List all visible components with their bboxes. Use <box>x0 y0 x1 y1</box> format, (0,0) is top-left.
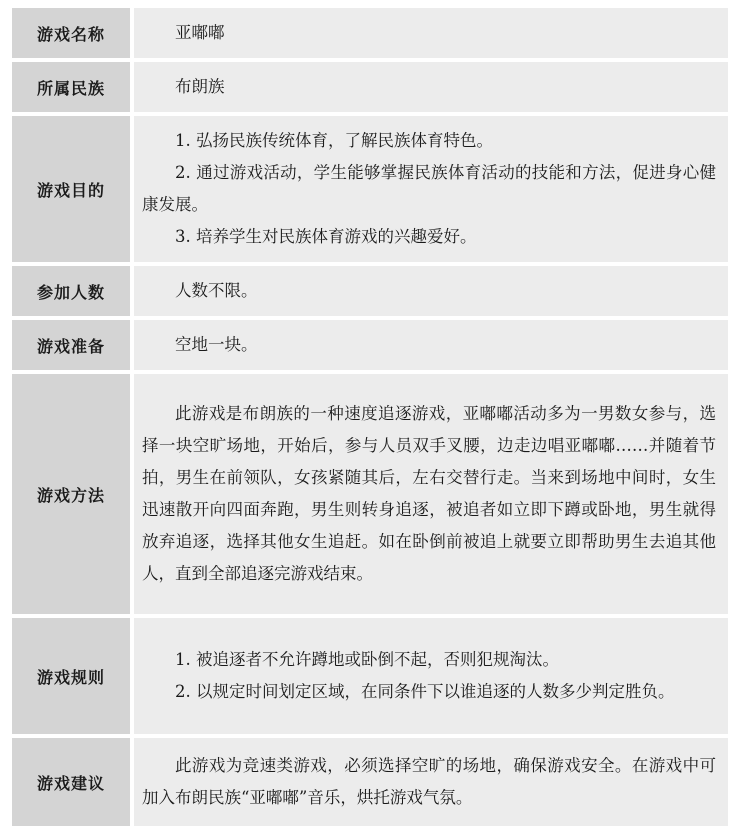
value-ethnic-group <box>134 62 728 112</box>
purpose-item-2: 2. 通过游戏活动，学生能够掌握民族体育活动的技能和方法，促进身心健康发展。 <box>142 163 716 214</box>
game-name-text: 亚嘟嘟 <box>175 23 225 42</box>
row-participants <box>12 266 728 316</box>
row-method <box>12 374 728 614</box>
rules-item-2: 2. 以规定时间划定区域，在同条件下以谁追逐的人数多少判定胜负。 <box>175 682 675 701</box>
value-rules <box>134 618 728 734</box>
participants-text: 人数不限。 <box>175 281 258 300</box>
label-preparation: 游戏准备 <box>12 320 130 370</box>
label-method: 游戏方法 <box>12 374 130 614</box>
label-game-purpose: 游戏目的 <box>12 116 130 262</box>
method-text: 此游戏是布朗族的一种速度追逐游戏，亚嘟嘟活动多为一男数女参与，选择一块空旷场地，开始后，参与人员双手叉腰，边走边唱亚嘟嘟……并随着节拍，男生在前领队，女孩紧随其后，左右交替行走。当来到场地中间时，女生迅速散开向四面奔跑，男生则转身追逐，被追者如立即下蹲或卧地，男生就得放弃追逐，选择其他女生追赶。如在卧倒前被追上就要立即帮助男生去追其他人，直到全部追逐完游戏结束。 <box>142 404 716 583</box>
label-game-name: 游戏名称 <box>12 8 130 58</box>
game-info-table <box>12 8 728 826</box>
label-rules: 游戏规则 <box>12 618 130 734</box>
label-ethnic-group: 所属民族 <box>12 62 130 112</box>
value-participants <box>134 266 728 316</box>
value-game-purpose <box>134 116 728 262</box>
value-suggestions <box>134 738 728 826</box>
purpose-item-3: 3. 培养学生对民族体育游戏的兴趣爱好。 <box>175 227 477 246</box>
purpose-item-1: 1. 弘扬民族传统体育，了解民族体育特色。 <box>175 131 493 150</box>
row-suggestions <box>12 738 728 826</box>
row-game-name <box>12 8 728 58</box>
row-ethnic-group <box>12 62 728 112</box>
value-method <box>134 374 728 614</box>
ethnic-group-text: 布朗族 <box>175 77 225 96</box>
rules-item-1: 1. 被追逐者不允许蹲地或卧倒不起，否则犯规淘汰。 <box>175 650 559 669</box>
value-preparation <box>134 320 728 370</box>
suggestions-text: 此游戏为竞速类游戏，必须选择空旷的场地，确保游戏安全。在游戏中可加入布朗民族“亚嘟嘟”音乐，烘托游戏气氛。 <box>142 756 716 807</box>
preparation-text: 空地一块。 <box>175 335 258 354</box>
value-game-name <box>134 8 728 58</box>
row-rules <box>12 618 728 734</box>
label-suggestions: 游戏建议 <box>12 738 130 826</box>
label-participants: 参加人数 <box>12 266 130 316</box>
row-preparation <box>12 320 728 370</box>
row-game-purpose <box>12 116 728 262</box>
